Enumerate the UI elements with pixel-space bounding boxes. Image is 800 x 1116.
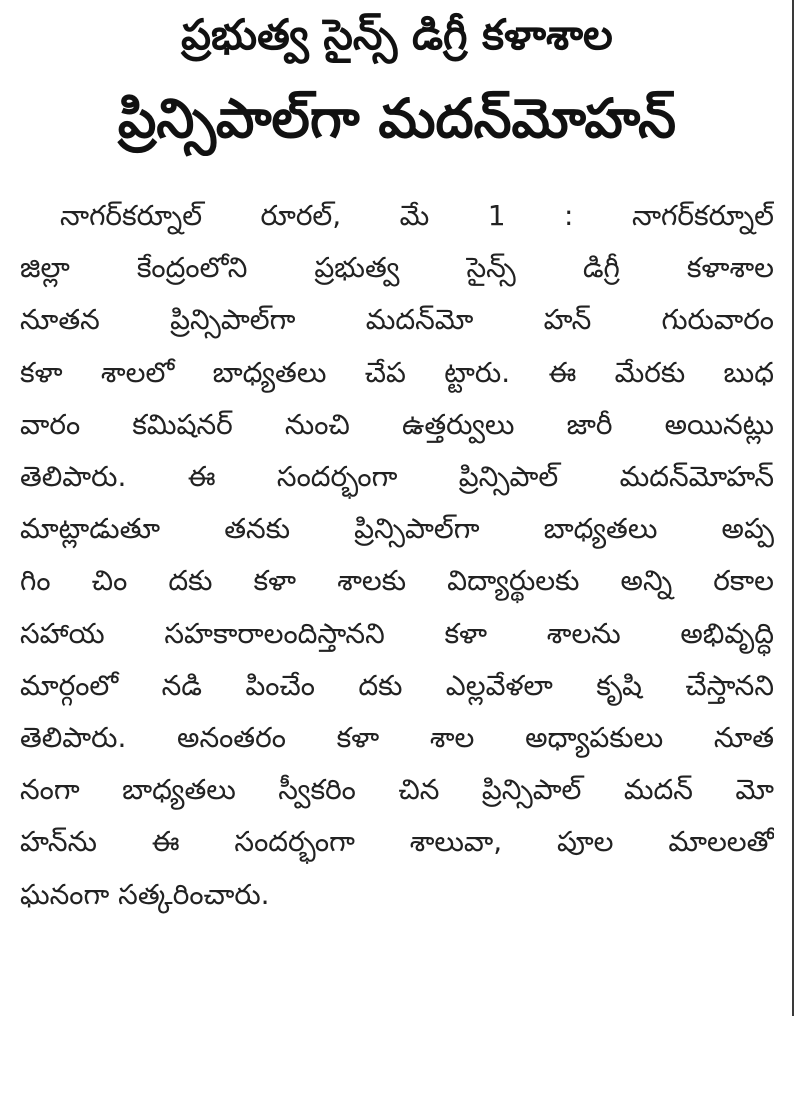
article-body (20, 190, 774, 921)
article-line: హన్‌ను ఈ సందర్భంగా శాలువా, పూల మాలలతో (20, 825, 774, 859)
article-line: జిల్లా కేంద్రంలోని ప్రభుత్వ సైన్స్ డిగ్రీ కళాశాల (20, 251, 774, 285)
article-line: నాగర్‌కర్నూల్ రూరల్, మే 1 : నాగర్‌కర్నూల్ (60, 199, 774, 232)
article-line: సహాయ సహకారాలందిస్తానని కళా శాలను అభివృద్ధి (20, 616, 774, 650)
column-divider (792, 0, 794, 1016)
article-line: మార్గంలో నడి పించేం దకు ఎల్లవేళలా కృషి చేస్తానని (20, 668, 774, 702)
article-line: తెలిపారు. ఈ సందర్భంగా ప్రిన్సిపాల్ మదన్‌మోహన్ (20, 460, 774, 494)
article-line: ఘనంగా సత్కరించారు. (20, 877, 270, 911)
headline-line-1: ప్రభుత్వ సైన్స్ డిగ్రీ కళాశాల (181, 10, 613, 59)
article-line: నంగా బాధ్యతలు స్వీకరిం చిన ప్రిన్సిపాల్ మదన్ మో (20, 773, 774, 807)
headline-line-2: ప్రిన్సిపాల్‌గా మదన్‌మోహన్ (117, 87, 677, 150)
article-line: మాట్లాడుతూ తనకు ప్రిన్సిపాల్‌గా బాధ్యతలు అప్ప (20, 512, 774, 546)
article-line: నూతన ప్రిన్సిపాల్‌గా మదన్‌మో హన్ గురువారం (20, 303, 774, 337)
article-line: వారం కమిషనర్ నుంచి ఉత్తర్వులు జారీ అయినట్లు (20, 407, 774, 441)
article-line: గిం చిం దకు కళా శాలకు విద్యార్థులకు అన్ని రకాల (20, 564, 774, 598)
article-line: తెలిపారు. అనంతరం కళా శాల అధ్యాపకులు నూత (20, 721, 774, 755)
article-line: కళా శాలలో బాధ్యతలు చేప ట్టారు. ఈ మేరకు బుధ (20, 355, 774, 389)
